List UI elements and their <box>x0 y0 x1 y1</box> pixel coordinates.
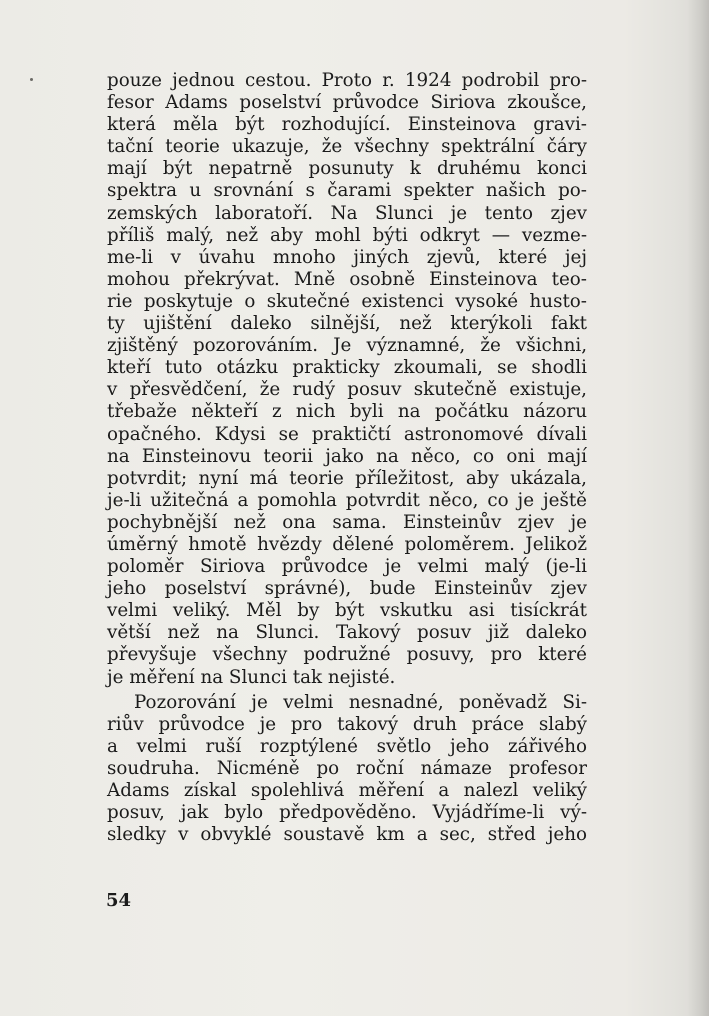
paragraph-2 <box>107 692 587 847</box>
page-number: 54 <box>106 890 132 911</box>
text-line: je-li užitečná a pomohla potvrdit něco, co je ještě <box>107 489 587 511</box>
text-line: kteří tuto otázku prakticky zkoumali, se shodli <box>107 357 587 379</box>
text-line: mohou překrývat. Mně osobně Einsteinova teo- <box>107 268 587 290</box>
text-line: a velmi ruší rozptýlené světlo jeho zářivého <box>107 735 587 757</box>
text-line: zemských laboratoří. Na Slunci je tento zjev <box>107 202 587 224</box>
paper-speck <box>30 78 33 81</box>
text-line: rie poskytuje o skutečné existenci vysoké husto- <box>107 290 587 312</box>
text-line: je měření na Slunci tak nejisté. <box>107 666 396 688</box>
text-line: větší než na Slunci. Takový posuv již daleko <box>107 622 587 644</box>
text-line: me-li v úvahu mnoho jiných zjevů, které jej <box>107 246 587 268</box>
text-line: převyšuje všechny podružné posuvy, pro které <box>107 644 587 666</box>
paragraph-1 <box>107 70 587 689</box>
text-line: na Einsteinovu teorii jako na něco, co oni mají <box>107 445 587 467</box>
text-line: riův průvodce je pro takový druh práce slabý <box>107 713 587 735</box>
text-line: fesor Adams poselství průvodce Siriova zkoušce, <box>107 92 587 114</box>
text-line: velmi veliký. Měl by být vskutku asi tisíckrát <box>107 600 587 622</box>
body-text <box>107 70 587 846</box>
text-line: v přesvědčení, že rudý posuv skutečně existuje, <box>107 379 587 401</box>
text-line: potvrdit; nyní má teorie příležitost, aby ukázala, <box>107 467 587 489</box>
text-line: mají být nepatrně posunuty k druhému konci <box>107 158 587 180</box>
text-line: pouze jednou cestou. Proto r. 1924 podrobil pro- <box>107 70 587 91</box>
text-line: Pozorování je velmi nesnadné, poněvadž Si- <box>134 691 587 713</box>
text-line: opačného. Kdysi se praktičtí astronomové dívali <box>107 423 587 445</box>
text-line: která měla být rozhodující. Einsteinova gravi- <box>107 114 587 136</box>
text-line: úměrný hmotě hvězdy dělené poloměrem. Jelikož <box>107 533 587 555</box>
text-line: posuv, jak bylo předpověděno. Vyjádříme-li vý- <box>107 802 587 824</box>
text-line: sledky v obvyklé soustavě km a sec, střed jeho <box>107 824 587 846</box>
text-line: třebaže někteří z nich byli na počátku názoru <box>107 401 587 423</box>
text-line: ty ujištění daleko silnější, než kterýkoli fakt <box>107 313 587 335</box>
text-line: Adams získal spolehlivá měření a nalezl veliký <box>107 780 587 801</box>
text-line: tační teorie ukazuje, že všechny spektrální čáry <box>107 136 587 158</box>
text-line: zjištěný pozorováním. Je významné, že všichni, <box>107 335 587 357</box>
text-line: pochybnější než ona sama. Einsteinův zjev je <box>107 511 587 533</box>
text-line: jeho poselství správné), bude Einsteinův zjev <box>107 578 587 600</box>
text-line: příliš malý, než aby mohl býti odkryt — vezme- <box>107 224 587 246</box>
text-line: poloměr Siriova průvodce je velmi malý (je-li <box>107 556 587 578</box>
text-line: spektra u srovnání s čarami spekter našich po- <box>107 180 587 202</box>
text-line: soudruha. Nicméně po roční námaze profesor <box>107 757 587 779</box>
page-fold-shadow <box>687 0 709 1016</box>
